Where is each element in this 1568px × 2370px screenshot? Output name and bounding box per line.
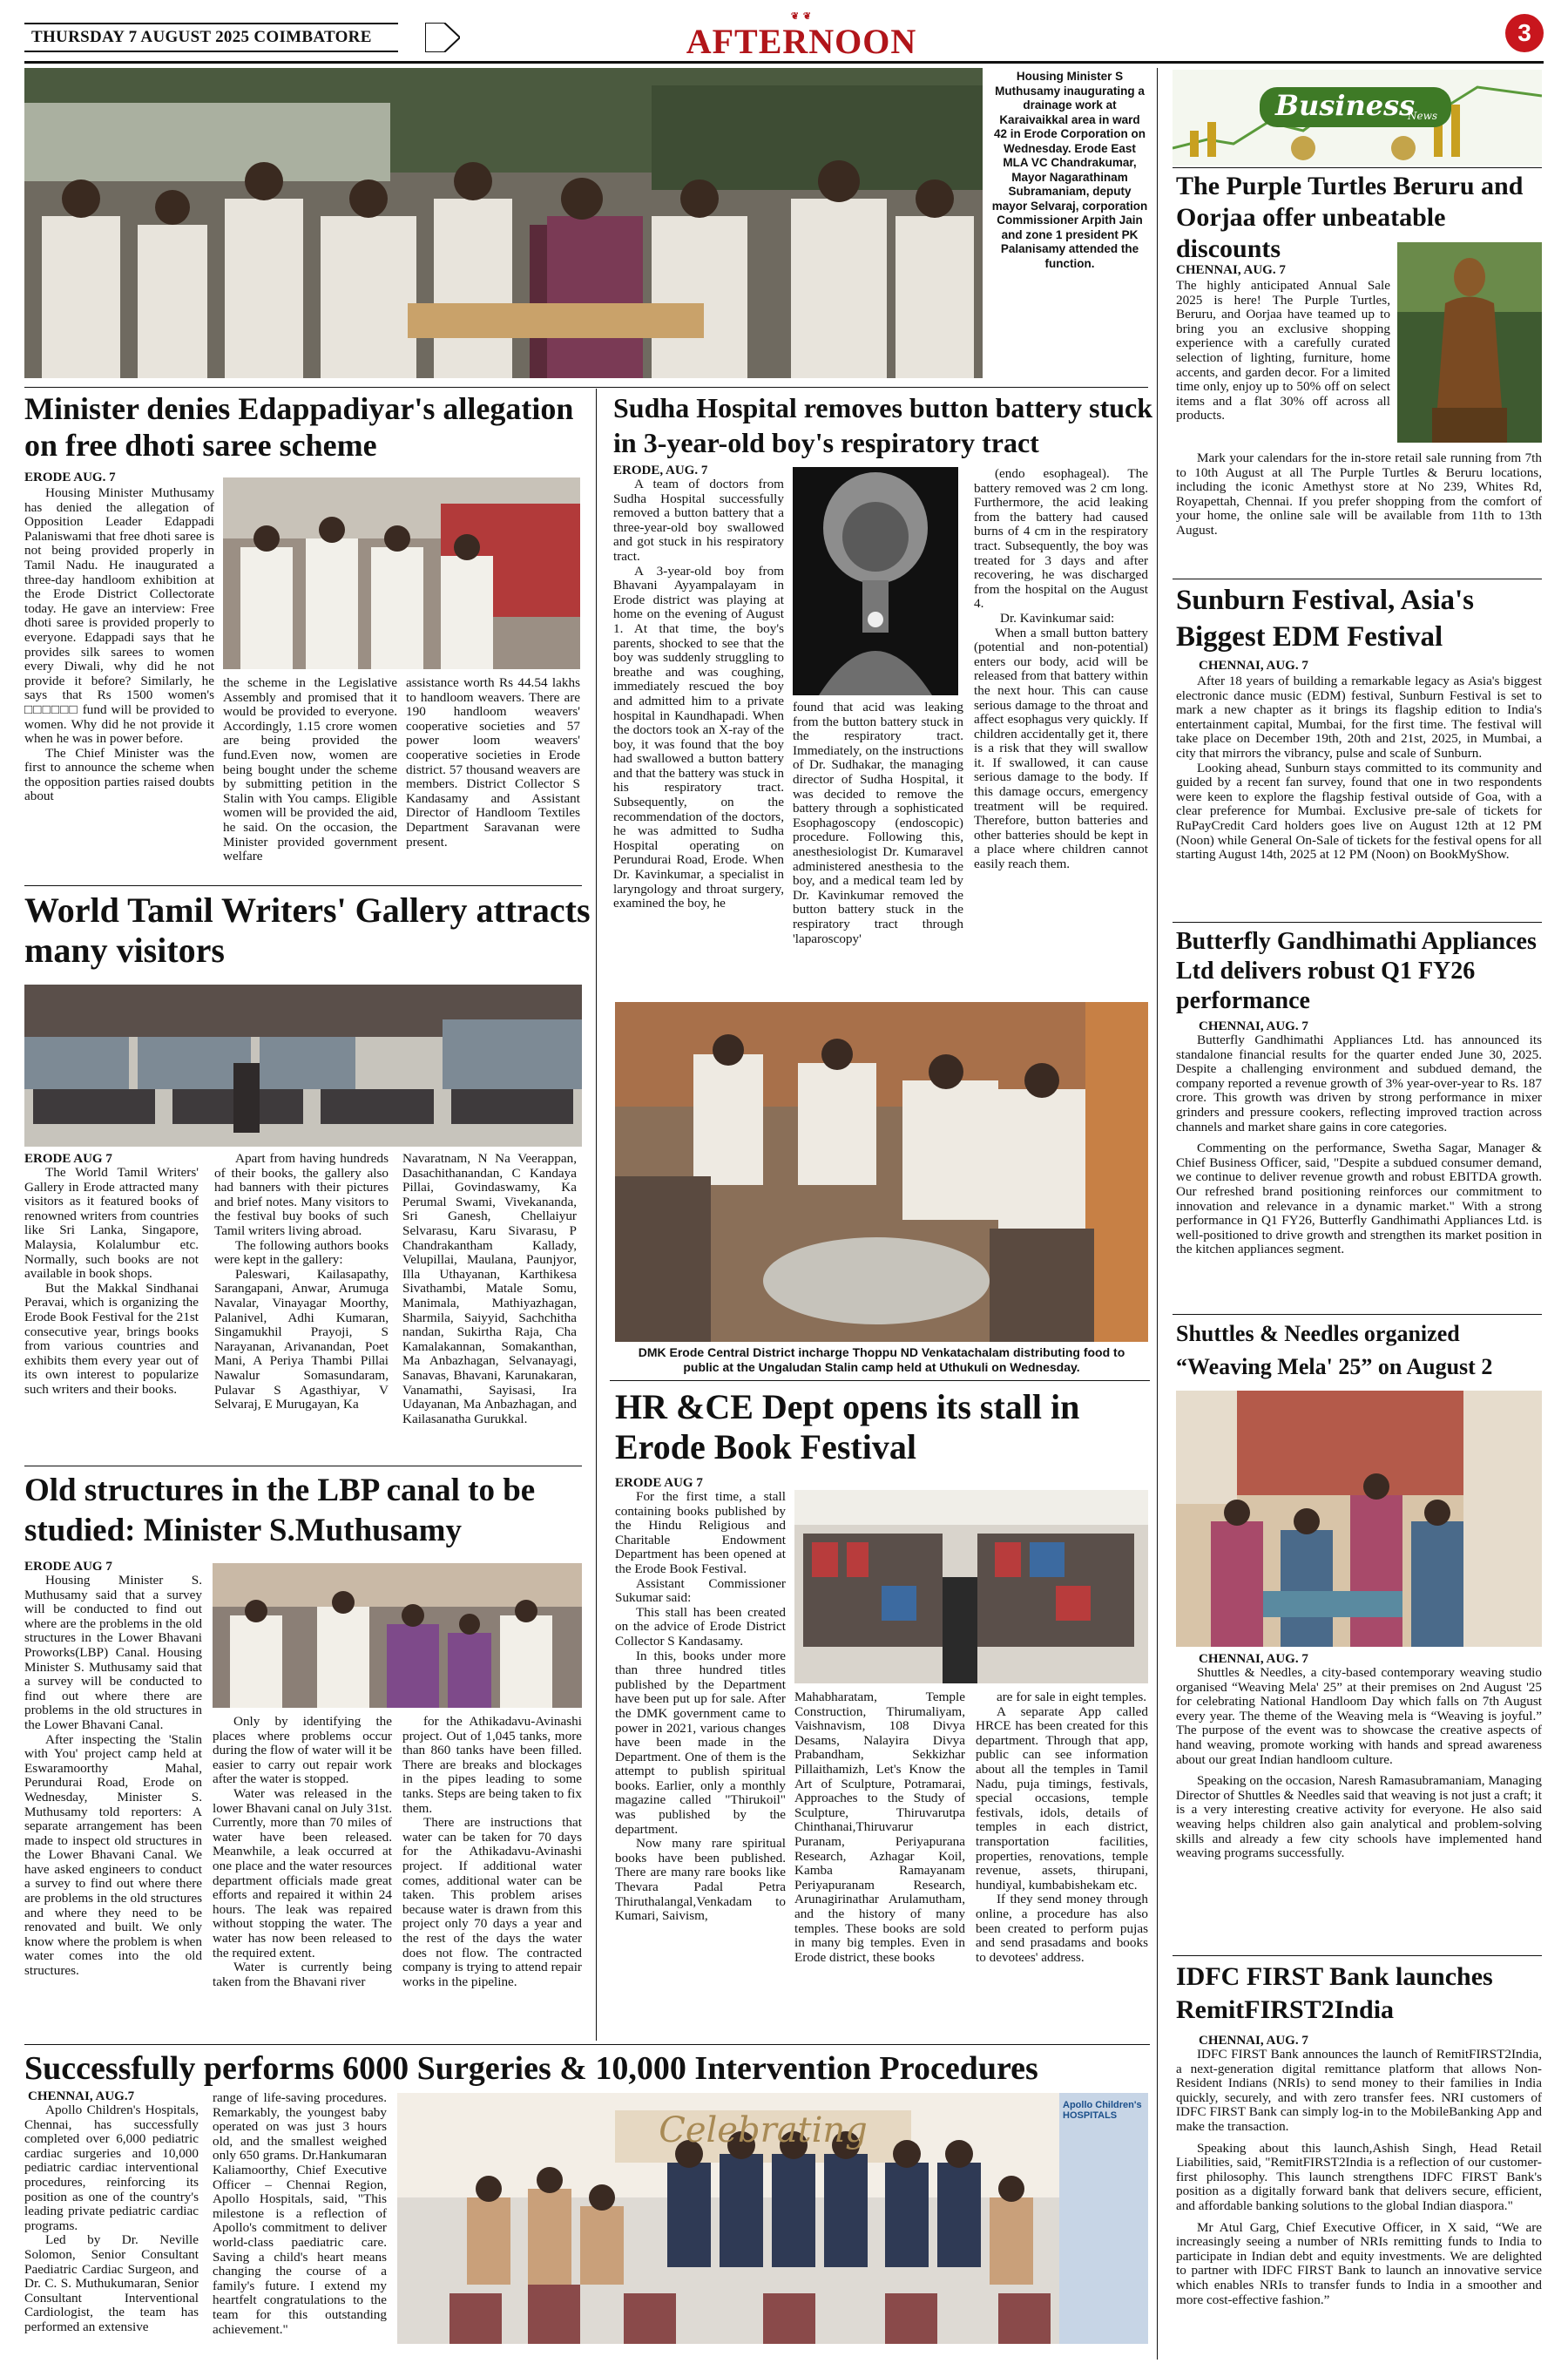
paragraph: Dr. Kavinkumar said: [1000, 610, 1115, 626]
article-dateline: ERODE AUG 7 [24, 1152, 112, 1166]
paragraph: When a small button battery (potential and non-potential) enters our body, acid will be released from that battery within the next hour. This can cause serious damage to the throat and affect esophagus very quickly. If children accidentally get it, there is a risk that they will swallow it. If swallowed, it can cause serious damage to the body. If this damage occurs, emergency treatment will be required. Therefore, button batteries and other batteries should be kept in a place where children cannot easily reach them. [974, 625, 1148, 872]
paragraph: Housing Minister S. Muthusamy said that a survey will be conducted to find out where are the problems in the old structures in the Lower Bhavani Proworks(LBP) Canal. Housing Minister S. Muthusamy said that a survey will be conducted to find out where there are problems in the old structures in the Lower Bhavani Canal. [24, 1573, 202, 1732]
paragraph: The World Tamil Writers' Gallery in Erode attracted many visitors as it featured books of renowned writers from countries like Sri Lanka, Singapore, Malaysia, Kolalumbur etc. Normally, such books are not available in book shops. [24, 1165, 199, 1282]
article-column [24, 1574, 202, 1979]
paragraph: Apart from having hundreds of their books, the gallery also had banners with their pictures and brief notes. Many visitors to the festival buy books of such Tamil writers living abroad. [214, 1151, 389, 1238]
buddha-statue-photo [1397, 242, 1542, 443]
section-rule [24, 885, 582, 886]
paragraph: IDFC FIRST Bank announces the launch of RemitFIRST2India, a next-generation digital remittance platform that allows Non-Resident Indians (NRIs) to send money to their families in India quickly, securely, and with zero transfer fees. NRI customers of IDFC FIRST Bank can simply log-in to the MobileBanking App and make the transaction. [1176, 2047, 1542, 2134]
article-column [615, 1490, 786, 1924]
article-dateline: ERODE AUG 7 [24, 1560, 112, 1574]
paragraph: Commenting on the performance, Swetha Sagar, Manager & Chief Business Officer, said, "Despite a subdued consumer demand, we continue to deliver revenue growth and robust EBITDA growth. Our refreshed brand positioning reinforces our commitment to innovation and relevance in a dynamic market." With a strong performance in Q1 FY26, Butterfly Gandhimathi Appliances Ltd. is well-positioned to drive growth and strengthen its market position in the kitchen appliances segment. [1176, 1141, 1542, 1257]
book-stall-photo [794, 1490, 1148, 1683]
article-column [1176, 451, 1542, 538]
article-headline: IDFC FIRST Bank launches RemitFIRST2India [1176, 1962, 1493, 2024]
article-dateline: CHENNAI, AUG.7 [28, 2089, 135, 2103]
paragraph: for the Athikadavu-Avinashi project. Out of 1,045 tanks, more than 860 tanks have been filled. There are breaks and blockages in the pipes leading to some tanks. Steps are being taken to fix them. [402, 1714, 582, 1816]
article-dateline: CHENNAI, AUG. 7 [1199, 659, 1308, 673]
section-rule [610, 1380, 1150, 1381]
paragraph: There are instructions that water can be taken for 70 days for the Athikadavu-Avinashi project. If additional water comes, additional water can be taken. This problem arises because water is drawn from this project only 70 days a year and the rest of the days the water does not flow. The contracted company is trying to attend repair works in the pipeline. [402, 1815, 582, 1989]
article-column: found that acid was leaking from the button battery stuck in the respiratory tract. Immediately, on the instructions of Dr. Sudhakar, the managing director of Sudha Hospital, it was decided to remove the battery through a sophisticated Esophagoscopy (endoscopic) procedure. Following this, anesthesiologist Dr. Kumaravel administered anesthesia to the boy, and a medical team led by Dr. Kavinkumar removed the button battery stuck in the respiratory tract through 'laparoscopy' [793, 700, 963, 946]
paragraph: Water was released in the lower Bhavani canal on July 31st. Currently, more than 70 miles of water have been released. Meanwhile, a leak occurred at one place and the water resources department officials made great efforts and repaired it within 24 hours. The leak was repaired without stopping the water. The water has now been released to the required extent. [213, 1785, 392, 1960]
article-column [1176, 2048, 1542, 2307]
business-news-banner [1173, 70, 1542, 166]
section-rule [1173, 1314, 1542, 1315]
masthead-rule [24, 61, 1544, 64]
section-rule [1173, 1955, 1542, 1956]
article-column: The highly anticipated Annual Sale 2025 is here! The Purple Turtles, Beruru, and Oorjaa have teamed up to bring you an exclusive shopping experience with a carefully curated selection of lighting, furniture, home accents, and garden decor. For a limited time only, enjoy up to 50% off on select items and a flat 30% off across all products. [1176, 278, 1390, 423]
article-dateline: CHENNAI, AUG. 7 [1199, 1019, 1308, 1033]
paragraph: Only by identifying the places where problems occur during the flow of water will it be easier to carry out repair work after the water is stopped. [213, 1714, 392, 1787]
column-divider [1157, 68, 1158, 2360]
section-rule [24, 2044, 1150, 2045]
article-column [1176, 1033, 1542, 1257]
paragraph: After inspecting the 'Stalin with You' project camp held at Eswaramoorthy Mahal, Perundurai Road, Erode on Wednesday, Minister S. Muthusamy told reporters: A separate arrangement has been made to inspect old structures in the Lower Bhavani Canal. We have asked engineers to conduct a survey to find out where there are problems in the old structures and where they need to be renovated and built. We only know where the problem is when water comes into the old structures. [24, 1731, 202, 1979]
article-column [214, 1152, 389, 1412]
paragraph: The Chief Minister was the first to announce the scheme when the opposition parties raised doubts about [24, 745, 214, 804]
writers-gallery-photo [24, 985, 582, 1147]
article-column [976, 1690, 1148, 1965]
article-column [1176, 674, 1542, 863]
paragraph: Now many rare spiritual books have been published. There are many rare books like Thevara Padal Petra Thiruthalangal,Venkadam to Kumari, Saivism, [615, 1836, 786, 1924]
paragraph: Looking ahead, Sunburn stays committed to its community and guided by a recent fan survey, found that one in two respondents were keen to explore the flagship festival outside of Goa, with a clear preference for Mumbai. Exclusive pre-sale of tickets for RuPayCredit Card holders goes live on August 12th at 12 PM (Noon) while General On-Sale of tickets for the festival opens for all starting August 14th, 2025 at 12 PM (Noon) on BookMyShow. [1176, 760, 1542, 863]
article-headline: Sudha Hospital removes button battery stuck in 3-year-old boy's respiratory tract [613, 392, 1153, 458]
article-headline: HR &CE Dept opens its stall in Erode Book Festival [615, 1387, 1080, 1466]
article-headline: The Purple Turtles Beruru and Oorjaa offer unbeatable discounts [1176, 172, 1524, 263]
article-column [974, 467, 1148, 872]
paragraph: In this, books under more than three hundred titles published by the Department have been put up for sale. After the DMK government came to power in 2021, various changes have been made in the Department. One of them is the attempt to publish spiritual books. Earlier, only a monthly magazine called "Thirukoil" was published by the department. [615, 1648, 786, 1837]
paragraph: Shuttles & Needles, a city-based contemporary weaving studio organised “Weaving Mela' 25” at their premises on 2nd August '25 for celebrating National Handloom Day which falls on 7th August every year. The theme of the Weaving mela is “Weaving is joyful.” The purpose of the event was to showcase the creative aspects of hand weaving, promote working with hands and spread awareness about our great Indian handloom culture. [1176, 1665, 1542, 1767]
masthead [24, 12, 1544, 61]
page-number: 3 [1505, 14, 1544, 52]
minister-inauguration-photo [24, 68, 983, 378]
paragraph: Housing Minister Muthusamy has denied the allegation of Opposition Leader Edappadi Palaniswami that free dhoti saree is not being provided properly in Tamil Nadu. He inaugurated a three-day handloom exhibition at the Erode District Collectorate today. He gave an interview: Free dhoti saree is provided properly to everyone. Edappadi says that he provides silk sarees to women every Diwali, why did he not provide it before? Similarly, he says that Rs 1500 women's □□□□□□ fund will be provided to women. Why did he not provide it when he was in power before. [24, 485, 214, 747]
apollo-celebration-photo [397, 2093, 1148, 2344]
article-headline: Successfully performs 6000 Surgeries & 10,000 Intervention Procedures [24, 2050, 1038, 2087]
article-column [613, 477, 784, 911]
paragraph: Led by Dr. Neville Solomon, Senior Consultant Paediatric Cardiac Surgeon, and Dr. C. S. Muthukumaran, Senior Consultant Interventional Cardiologist, the team has performed an extensive [24, 2232, 199, 2334]
article-headline: Sunburn Festival, Asia's Biggest EDM Festival [1176, 585, 1475, 653]
paragraph: This stall has been created on the advice of Erode District Collector S Kandasamy. [615, 1604, 786, 1649]
article-headline: Shuttles & Needles organized “Weaving Mela' 25” on August 2 [1176, 1321, 1493, 1379]
handloom-exhibition-photo [223, 477, 580, 669]
article-dateline: ERODE, AUG. 7 [613, 464, 708, 477]
article-column [402, 1715, 582, 1989]
food-distribution-photo [615, 1002, 1148, 1342]
paragraph: After 18 years of building a remarkable legacy as Asia's biggest electronic dance music (EDM) festival, Sunburn Festival is set to mark a new chapter as it brings its flagship edition to India's entertainment capital, Mumbai, for the first time. The festival will take place on December 19th, 20th and 21st, 2025, in Mumbai, a city that mirrors the vibrancy, pulse and scale of Sunburn. [1176, 674, 1542, 761]
paragraph: Butterfly Gandhimathi Appliances Ltd. has announced its standalone financial results for the quarter ended June 30, 2025. Despite a challenging environment and subdued demand, the company reported a revenue growth of 3% year-over-year to Rs. 187 crore. This growth was driven by strong performance in mixer grinders and pressure cookers, reflecting improved traction across channels and market share gains in core categories. [1176, 1033, 1542, 1134]
top-photo-caption: Housing Minister S Muthusamy inaugurating a drainage work at Karaivaikkal area in ward 42 in Erode Corporation on Wednesday. Erode East MLA VC Chandrakumar, Mayor Nagarathinam Subramaniam, deputy mayor Selvaraj, corporation Commissioner Arpith Jain and zone 1 president PK Palanisamy attended the function. [991, 70, 1148, 270]
paragraph: are for sale in eight temples. [997, 1689, 1147, 1704]
business-banner-sub: News [1408, 110, 1438, 122]
article-column [24, 1166, 199, 1398]
article-column: assistance worth Rs 44.54 lakhs to handloom weavers. There are 190 handloom weavers' cooperative societies and 57 power loom weavers' cooperative societies in Erode district. 57 thousand weavers are members. District Collector S Kandasamy and Assistant Director of Handloom Textiles Department Saravanan were present. [406, 675, 580, 850]
article-headline: Minister denies Edappadiyar's allegation on free dhoti saree scheme [24, 391, 574, 463]
article-dateline: CHENNAI, AUG. 7 [1199, 1652, 1308, 1666]
datebar-arrow [425, 23, 460, 52]
article-column: the scheme in the Legislative Assembly and promised that it would be provided to everyone. Accordingly, 1.15 crore women are being provided the fund.Even now, women are being bought under the scheme by submitting petition in the Stalin with You camps. Eligible women will be provided the aid, he said. On the occasion, the Minister provided government welfare [223, 675, 397, 864]
paragraph: Mr Atul Garg, Chief Executive Officer, in X said, “We are increasingly seeing a number of NRIs remitting funds to India to participate in Indian debt and equity investments. We are delighted to partner with IDFC FIRST Bank to launch an innovative service which enables NRIs to transfer funds to India in a smoother and more cost-effective fashion.” [1176, 2219, 1542, 2307]
paragraph: Paleswari, Kailasapathy, Sarangapani, Anwar, Arumuga Navalar, Vinayagar Moorthy, Palanivel, Adhi Kumaran, Singamukhil Prayoji, S Narayanan, Arivanandan, Poet Mani, A Periya Thambi Pillai Nawalur Somasundaram, Pulavar S Agasthiyar, V Selvaraj, E Murugayan, Ka [214, 1266, 389, 1412]
article-headline: Butterfly Gandhimathi Appliances Ltd delivers robust Q1 FY26 performance [1176, 928, 1537, 1014]
article-dateline: ERODE AUG. 7 [24, 471, 116, 484]
article-column: Navaratnam, N Na Veerappan, Dasachithanandan, C Kandaya Pillai, Govindaswamy, Ka Perumal Swami, Vivekananda, Sri Ganesh, Chellaiyur Selvarasu, Karu Sivarasu, P Chandrakantham Kallady, Velupillai, Maulana, Paunjyor, Illa Uthayanan, Karthikesa Sivathambi, Matale Somu, Manimala, Mathiyazhagan, Sharmila, Saiyyid, Sachchitha nandan, Sukirtha Raja, Cha Kamalakannan, Somakanthan, Ma Anbazhagan, Selvanayagi, Sanavas, Bhavani, Karunakaran, Vanamathi, Sayisasi, Ira Udayanan, Ma Anbazhagan, and Kailasanatha Gurukkal. [402, 1151, 577, 1426]
section-rule [1173, 922, 1542, 923]
apollo-logo-text: Apollo Children's HOSPITALS [1063, 2100, 1142, 2121]
paragraph: If they send money through online, a procedure has also been created to perform pujas and send prasadams and books to devotees' address. [976, 1892, 1148, 1965]
xray-image [793, 467, 958, 695]
paragraph: A 3-year-old boy from Bhavani Ayyampalayam in Erode district was playing at home on the evening of August 1. At that time, the boy's parents, shocked to see that the boy was suddenly struggling to breathe and was coughing, immediately rescued the boy and admitted him to a private hospital in Kaundhapadi. When the doctors took an X-ray of the boy, it was found that the boy had swallowed a button battery and that the battery was stuck in his respiratory tract. Subsequently, on the recommendation of the doctors, he was admitted to Sudha Hospital operating on Perundurai Road, Erode. When Dr. Kavinkumar, a specialist in laryngology and throat surgery, examined the boy, he [613, 563, 784, 911]
paragraph: A separate App called HRCE has been created for this department. Through that app, public can see information about all the temples in Tamil Nadu, puja timings, festivals, special occasions, temple festivals, idols, details of temples in each district, transportation facilities, properties, renovations, temple revenue, assets, thirupani, hundiyal, kumbabishekam etc. [976, 1703, 1148, 1893]
article-headline: Old structures in the LBP canal to be studied: Minister S.Muthusamy [24, 1473, 536, 1548]
paragraph: The following authors books were kept in the gallery: [214, 1237, 389, 1268]
article-dateline: ERODE AUG 7 [615, 1476, 703, 1490]
article-column [1176, 1666, 1542, 1861]
column-divider [596, 389, 597, 2041]
issue-date: THURSDAY 7 AUGUST 2025 COIMBATORE [24, 23, 398, 52]
paragraph: Speaking about this launch,Ashish Singh, Head Retail Liabilities, said, "RemitFIRST2India is a reflection of our customer-first philosophy. This launch strengthens IDFC FIRST Bank's position as a digitally forward bank that delivers secure, efficient, and affordable banking solutions to the global Indian diaspora." [1176, 2140, 1542, 2213]
dmk-photo-caption: DMK Erode Central District incharge Thoppu ND Venkatachalam distributing food to public at the Ungaludan Stalin camp held at Uthukuli on Wednesday. [638, 1345, 1125, 1374]
article-column [24, 2103, 199, 2335]
paragraph: A team of doctors from Sudha Hospital successfully removed a button battery that a three-year-old boy swallowed and got stuck in his respiratory tract. [613, 477, 784, 564]
paragraph: Speaking on the occasion, Naresh Ramasubramaniam, Managing Director of Shuttles & Needles said that weaving is not just a craft; it is a very interesting creative activity for everyone. He also said weaving helps children also gain analytical and problem-solving skills and already a few city schools have implemented hand weaving programs successfully. [1176, 1773, 1542, 1861]
paragraph: For the first time, a stall containing books published by the Hindu Religious and Charitable Endowment Department has been opened at the Erode Book Festival. [615, 1489, 786, 1576]
paragraph: (endo esophageal). The battery removed was 2 cm long. Furthermore, the acid leaking from the battery had caused burns of 4 cm in the respiratory tract. Subsequently, the boy was treated for 3 days and after recovering, he was discharged from the hospital on the August 4. [974, 466, 1148, 612]
newspaper-logo: ❦ ❦ AFTERNOON [686, 11, 917, 61]
paragraph: But the Makkal Sindhanai Peravai, which is organizing the Erode Book Festival for the 21st consecutive year, brings books from various countries and exhibits them every year out of its own interest to popularize such writers and their books. [24, 1280, 199, 1397]
article-headline: World Tamil Writers' Gallery attracts many visitors [24, 890, 591, 970]
stalin-camp-photo [213, 1563, 582, 1708]
article-dateline: CHENNAI, AUG. 7 [1199, 2034, 1308, 2048]
weaving-mela-photo [1176, 1391, 1542, 1647]
paragraph: Assistant Commissioner Sukumar said: [615, 1575, 786, 1606]
article-column [213, 1715, 392, 1989]
paragraph: Mark your calendars for the in-store retail sale running from 7th to 10th August at all The Purple Turtles & Beruru locations, including the iconic Amethyst store at No 239, Whites Rd, Royapettah, Chennai. If you prefer shopping from the comfort of your home, the online sale will be available from 11th to 13th August. [1176, 450, 1542, 538]
business-banner-title: Business [1275, 89, 1416, 122]
article-dateline: CHENNAI, AUG. 7 [1176, 263, 1286, 277]
article-column [24, 486, 214, 804]
paragraph: Water is currently being taken from the Bhavani river [213, 1960, 392, 1989]
article-column: range of life-saving procedures. Remarkably, the youngest baby operated on was just 3 hours old, and the smallest weighed only 650 grams. Dr.Hankumaran Kaliamoorthy, Chief Executive Officer – Chennai Region, Apollo Hospitals, said, "This milestone is a reflection of Apollo's commitment to deliver world-class paediatric care. Saving a child's heart means changing the course of a family's future. I extend my heartfelt congratulations to the team for this outstanding achievement." [213, 2090, 387, 2337]
article-column: Mahabharatam, Temple Construction, Thirumaliyam, Vaishnavism, 108 Divya Desams, Nalayira Divya Prabandham, Sekkizhar Pillaithamizh, Let's Know the Art of Sculpture, Potramarai, Approaches to the Study of Sculpture, Thiruvarutpa Chinthanai,Thiruvarur Puranam, Periyapurana Research, Azhagar Koil, Kamba Ramayanam Periyapuranam Research, Arunagirinathar Arulamutham, and the history of many temples. These books are sold in many big temples. Even in Erode district, these books [794, 1689, 965, 1965]
section-rule [24, 387, 1148, 388]
section-rule [1173, 167, 1542, 168]
celebrating-banner-text: Celebrating [659, 2110, 868, 2150]
paragraph: Apollo Children's Hospitals, Chennai, has successfully completed over 6,000 pediatric cardiac surgeries and 10,000 pediatric cardiac interventional procedures, reinforcing its position as one of the country's leading private pediatric cardiac programs. [24, 2103, 199, 2233]
